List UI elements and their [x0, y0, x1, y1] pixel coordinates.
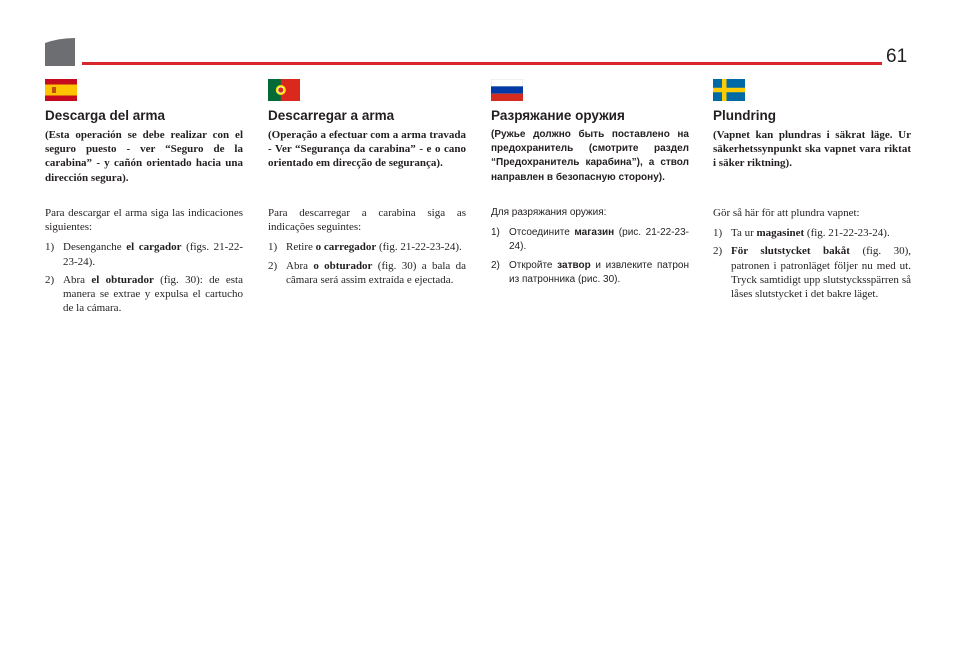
section-swedish	[713, 79, 911, 305]
section-title: Descarga del arma	[45, 108, 166, 123]
list-item: 1) Ta ur magasinet (fig. 21-22-23-24).	[713, 227, 890, 240]
section-russian	[491, 79, 689, 291]
steps-list	[713, 226, 911, 301]
page-number: 61	[886, 46, 908, 67]
section-title: Descarregar a arma	[268, 108, 395, 123]
list-item: 2) För slutstycket bakåt (fig. 30), patronen i patronläget följer nu med ut. Tryck samtidigt upp slutstycksspärren så låses slutstycket i det bakre läget.	[713, 245, 911, 301]
section-title: Разряжание оружия	[491, 108, 625, 123]
sweden-flag-icon	[713, 79, 745, 101]
safety-note: (Ружье должно быть поставлено на предохранитель (смотрите раздел “Предохранитель карабина”), а ствол направлен в безопасную сторону).	[491, 129, 689, 183]
section-title: Plundring	[713, 108, 776, 123]
safety-note: (Vapnet kan plundras i säkrat läge. Ur säkerhetssynpunkt ska vapnet vara riktat i säker riktning).	[713, 129, 911, 170]
list-item: 2) Abra el obturador (fig. 30): de esta manera se extrae y expulsa el cartucho de la cámara.	[45, 273, 243, 315]
safety-note: (Operação a efectuar com a arma travada - Ver “Segurança da carabina” - e o cano orientado em direcção de segurança).	[268, 129, 466, 170]
intro-text: Для разряжания оружия:	[491, 207, 607, 218]
section-spanish	[45, 79, 243, 319]
steps-list	[45, 240, 243, 315]
section-portuguese	[268, 79, 466, 291]
portugal-flag-icon	[268, 79, 300, 101]
brand-logo-icon	[45, 38, 75, 66]
steps-list	[491, 226, 689, 287]
intro-text: Para descargar el arma siga las indicaciones siguientes:	[45, 207, 243, 234]
intro-text: Gör så här för att plundra vapnet:	[713, 207, 860, 219]
intro-text: Para descarregar a carabina siga as indicações seguintes:	[268, 207, 466, 234]
steps-list	[268, 240, 466, 287]
list-item: 1) Retire o carregador (fig. 21-22-23-24).	[268, 241, 462, 254]
list-item: 2) Abra o obturador (fig. 30) a bala da câmara será assim extraída e ejectada.	[268, 259, 466, 286]
header-rule	[82, 62, 882, 65]
list-item: 1) Desenganche el cargador (figs. 21-22-23-24).	[45, 241, 244, 268]
list-item: 1) Отсоедините магазин (рис. 21-22-23-24).	[491, 227, 689, 253]
russia-flag-icon	[491, 79, 523, 101]
list-item: 2) Откройте затвор и извлеките патрон из патронника (рис. 30).	[491, 259, 690, 285]
spain-flag-icon	[45, 79, 77, 101]
safety-note: (Esta operación se debe realizar con el seguro puesto - ver “Seguro de la carabina” - y cañón orientado hacia una dirección segura).	[45, 129, 243, 184]
